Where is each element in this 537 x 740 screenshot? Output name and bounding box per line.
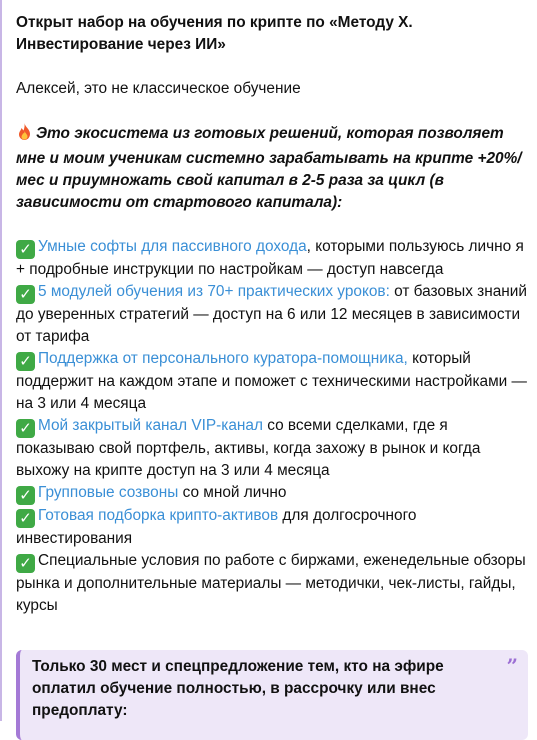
- check-mark-button-icon: ✓: [16, 554, 35, 573]
- check-mark-button-icon: ✓: [16, 352, 35, 371]
- message-bubble: [16, 12, 528, 617]
- feature-text: Специальные условия по работе с биржами, еженедельные обзоры рынка и дополнительные материалы — методички, чек-листы, гайды, курсы: [16, 552, 526, 614]
- feature-link[interactable]: Мой закрытый канал VIP-канал: [38, 417, 263, 434]
- feature-item: [16, 236, 528, 281]
- feature-item: [16, 550, 528, 617]
- greeting-text: Алексей, это не классическое обучение: [16, 80, 301, 97]
- fire-emoji-icon: [16, 122, 33, 148]
- check-mark-button-icon: ✓: [16, 486, 35, 505]
- feature-item: [16, 415, 528, 482]
- feature-text: для долгосрочного инвестирования: [16, 507, 417, 547]
- feature-item: [16, 281, 528, 348]
- check-mark-button-icon: ✓: [16, 509, 35, 528]
- feature-link[interactable]: Поддержка от персонального куратора-помощника,: [38, 350, 408, 367]
- feature-item: [16, 482, 528, 505]
- feature-link[interactable]: Умные софты для пассивного дохода: [38, 238, 307, 255]
- feature-list: [16, 236, 528, 617]
- check-mark-button-icon: ✓: [16, 240, 35, 259]
- quote-icon: ”: [506, 654, 518, 678]
- message-title: Открыт набор на обучения по крипте по «Методу Х. Инвестирование через ИИ»: [16, 14, 413, 53]
- feature-link[interactable]: Готовая подборка крипто-активов: [38, 507, 279, 524]
- check-mark-button-icon: ✓: [16, 285, 35, 304]
- feature-link[interactable]: 5 модулей обучения из 70+ практических уроков:: [38, 283, 390, 300]
- intro-paragraph: [16, 122, 528, 214]
- feature-text: со всеми сделками, где я показываю свой портфель, активы, когда захожу в рынок и когда выхожу на крипте доступ на 3 или 4 месяца: [16, 417, 481, 479]
- quote-text: Только 30 мест и спецпредложение тем, кто на эфире оплатил обучение полностью, в рассрочку или внес предоплату:: [32, 658, 444, 719]
- quote-block: [16, 650, 528, 740]
- feature-text: со мной лично: [178, 484, 287, 501]
- feature-text: , которыми пользуюсь лично я + подробные инструкции по настройкам — доступ навсегда: [16, 238, 524, 278]
- feature-link[interactable]: Групповые созвоны: [38, 484, 179, 501]
- feature-text: от базовых знаний до уверенных стратегий — доступ на 6 или 12 месяцев в зависимости от тарифа: [16, 283, 527, 345]
- feature-text: который поддержит на каждом этапе и поможет с техническими настройками — на 3 или 4 месяца: [16, 350, 527, 412]
- intro-text: Это экосистема из готовых решений, которая позволяет мне и моим ученикам системно зарабатывать на крипте +20%/мес и приумножать свой капитал в 2-5 раза за цикл (в зависимости от стартового капитала):: [16, 125, 522, 211]
- check-mark-button-icon: ✓: [16, 419, 35, 438]
- feature-item: [16, 348, 528, 415]
- chat-accent-edge: [0, 0, 2, 721]
- feature-item: [16, 505, 528, 550]
